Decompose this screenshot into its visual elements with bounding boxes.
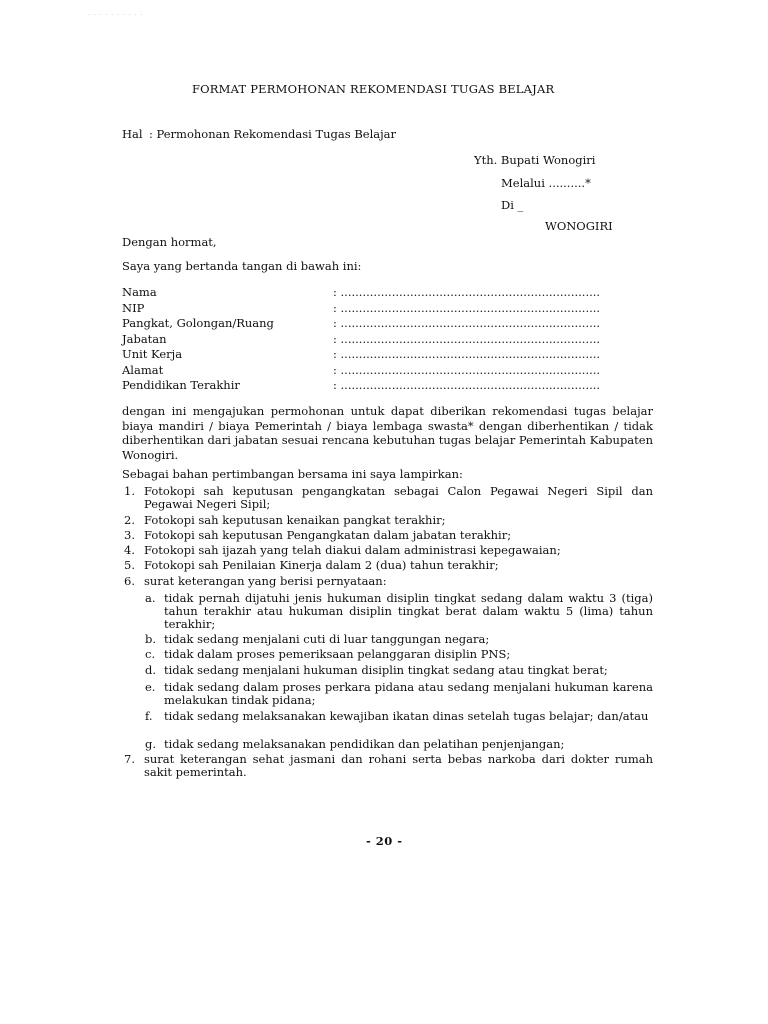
sublist-item-text: tidak dalam proses pemeriksaan pelanggaran disiplin PNS; [164,647,511,661]
sublist-letter: d. [145,663,157,677]
field-label-jabatan: Jabatan [122,332,167,346]
sublist-letter: a. [145,591,156,605]
list-item-text: surat keterangan sehat jasmani dan rohani serta bebas narkoba dari dokter rumah sakit pemerintah. [144,752,653,779]
field-label-pangkat: Pangkat, Golongan/Ruang [122,316,274,330]
sublist-letter: c. [145,647,156,661]
list-item-text: Fotokopi sah keputusan kenaikan pangkat terakhir; [144,513,446,527]
field-fill-jabatan: : ....................................................................... [333,332,601,346]
greeting: Dengan hormat, [122,235,217,249]
field-fill-alamat: : ....................................................................... [333,363,601,377]
sublist-letter: b. [145,632,157,646]
attachments-intro: Sebagai bahan pertimbangan bersama ini saya lampirkan: [122,467,463,481]
field-fill-pendidikan: : ....................................................................... [333,378,601,392]
sublist-item-text: tidak sedang menjalani hukuman disiplin tingkat sedang atau tingkat berat; [164,663,608,677]
subject-label: Hal [122,127,143,141]
field-label-nama: Nama [122,285,157,299]
request-paragraph: dengan ini mengajukan permohonan untuk dapat diberikan rekomendasi tugas belajar biaya mandiri / biaya Pemerintah / biaya lembaga swasta* dengan diberhentikan / tidak diberhentikan dari jabatan sesuai rencana kebutuhan tugas belajar Pemerintah Kabupaten Wonogiri. [122,404,653,462]
recipient-line: Yth. Bupati Wonogiri [474,153,596,167]
list-item-text: Fotokopi sah keputusan Pengangkatan dalam jabatan terakhir; [144,528,512,542]
sublist-item-text: tidak sedang melaksanakan pendidikan dan pelatihan penjenjangan; [164,737,565,751]
list-item-text: surat keterangan yang berisi pernyataan: [144,574,387,588]
field-label-alamat: Alamat [122,363,164,377]
field-fill-nama: : ....................................................................... [333,285,601,299]
field-fill-nip: : ....................................................................... [333,301,601,315]
list-item-text: Fotokopi sah ijazah yang telah diakui dalam administrasi kepegawaian; [144,543,561,557]
sublist-item-text: tidak sedang menjalani cuti di luar tanggungan negara; [164,632,490,646]
list-number: 2. [124,513,135,527]
subject-text: : Permohonan Rekomendasi Tugas Belajar [149,127,397,141]
via-line: Melalui ..........* [501,176,591,190]
list-number: 6. [124,574,135,588]
field-label-nip: NIP [122,301,145,315]
city-line: WONOGIRI [545,219,613,233]
field-fill-unit-kerja: : ....................................................................... [333,347,601,361]
list-number: 1. [124,484,135,498]
list-item-text: Fotokopi sah keputusan pengangkatan sebagai Calon Pegawai Negeri Sipil dan Pegawai Negeri Sipil; [144,484,653,511]
field-fill-pangkat: : ....................................................................... [333,316,601,330]
list-number: 4. [124,543,135,557]
document-title: FORMAT PERMOHONAN REKOMENDASI TUGAS BELAJAR [192,82,555,96]
sublist-letter: e. [145,680,156,694]
field-label-pendidikan: Pendidikan Terakhir [122,378,240,392]
intro-text: Saya yang bertanda tangan di bawah ini: [122,259,362,273]
sublist-item-text: tidak sedang dalam proses perkara pidana atau sedang menjalani hukuman karena melakukan tindak pidana; [164,680,653,707]
at-line: Di _ [501,198,524,212]
list-number: 3. [124,528,135,542]
sublist-item-text: tidak pernah dijatuhi jenis hukuman disiplin tingkat sedang dalam waktu 3 (tiga) tahun terakhir atau hukuman disiplin tingkat berat dalam waktu 5 (lima) tahun terakhir; [164,591,653,631]
scan-artifact: · · · · · · · · · · [88,12,144,19]
page-number: - 20 - [366,834,403,848]
field-label-unit-kerja: Unit Kerja [122,347,183,361]
sublist-item-text: tidak sedang melaksanakan kewajiban ikatan dinas setelah tugas belajar; dan/atau [164,709,649,723]
list-number: 7. [124,752,135,766]
list-number: 5. [124,558,135,572]
sublist-letter: g. [145,737,157,751]
sublist-letter: f. [145,709,153,723]
list-item-text: Fotokopi sah Penilaian Kinerja dalam 2 (dua) tahun terakhir; [144,558,499,572]
